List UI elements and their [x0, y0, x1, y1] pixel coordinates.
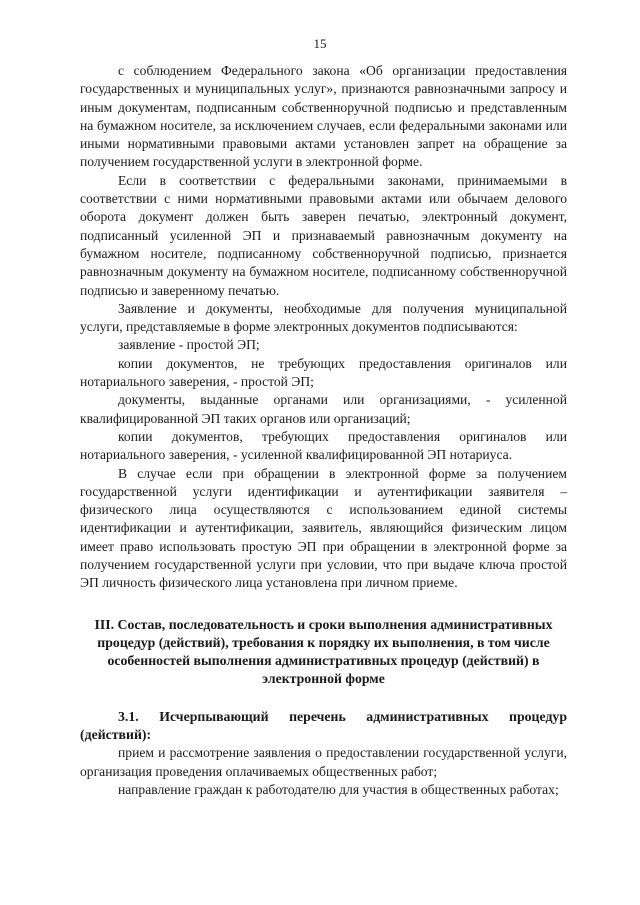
paragraph-seal-requirement: Если в соответствии с федеральными законами, принимаемыми в соответствии с ними нормативными правовыми актами или обычаем делового оборота документ должен быть заверен печатью, электронный документ, подписанный усиленной ЭП и признаваемый равнозначным документу на бумажном носителе, подписанному собственноручной подписью, признается равнозначным документу на бумажном носителе, подписанному собственноручной подписью и заверенному печатью. — [80, 172, 567, 298]
paragraph-identification: В случае если при обращении в электронной форме за получением государственной услуги идентификации и аутентификации заявителя – физического лица осуществляются с использованием единой системы идентификации и аутентификации, заявитель, являющийся физическим лицом имеет право использовать простую ЭП при обращении в электронной форме за получением государственной услуги при условии, что при выдаче ключа простой ЭП личность физического лица установлена при личном приеме. — [80, 465, 567, 591]
list-item-notary-copies: копии документов, требующих предоставления оригиналов или нотариального заверения, - усиленной квалифицированной ЭП нотариуса. — [80, 428, 567, 463]
paragraph-signing-rules: Заявление и документы, необходимые для получения муниципальной услуги, представляемые в форме электронных документов подписываются: — [80, 300, 567, 335]
page-number: 15 — [313, 36, 327, 51]
list-item-organization-documents: документы, выданные органами или организациями, - усиленной квалифицированной ЭП таких органов или организаций; — [80, 392, 567, 426]
subsection-heading: 3.1. Исчерпывающий перечень административных процедур (действий): — [80, 708, 567, 742]
list-item-copies-simple-signature: копии документов, не требующих предоставления оригиналов или нотариального заверения, - простой ЭП; — [80, 355, 567, 390]
list-item-employer-referral: направление граждан к работодателю для участия в общественных работах; — [118, 781, 559, 797]
paragraph-equivalence-intro: с соблюдением Федерального закона «Об организации предоставления государственных и муниципальных услуг», признаются равнозначными запросу и иным документам, подписанным собственноручной подписью и представленным на бумажном носителе, за исключением случаев, если федеральными законами или иными нормативными правовыми актами установлен запрет на обращение за получением государственной услуги в электронной форме. — [80, 63, 567, 170]
document-body — [80, 62, 567, 799]
list-item-application-signature: заявление - простой ЭП; — [118, 337, 260, 353]
list-item-application-review: прием и рассмотрение заявления о предоставлении государственной услуги, организация проведения оплачиваемых общественных работ; — [80, 745, 567, 779]
section-heading: III. Состав, последовательность и сроки выполнения административных процедур (действий), требования к порядку их выполнения, в том числе особенностей выполнения административных процедур (действий) в электронной форме — [94, 616, 553, 686]
